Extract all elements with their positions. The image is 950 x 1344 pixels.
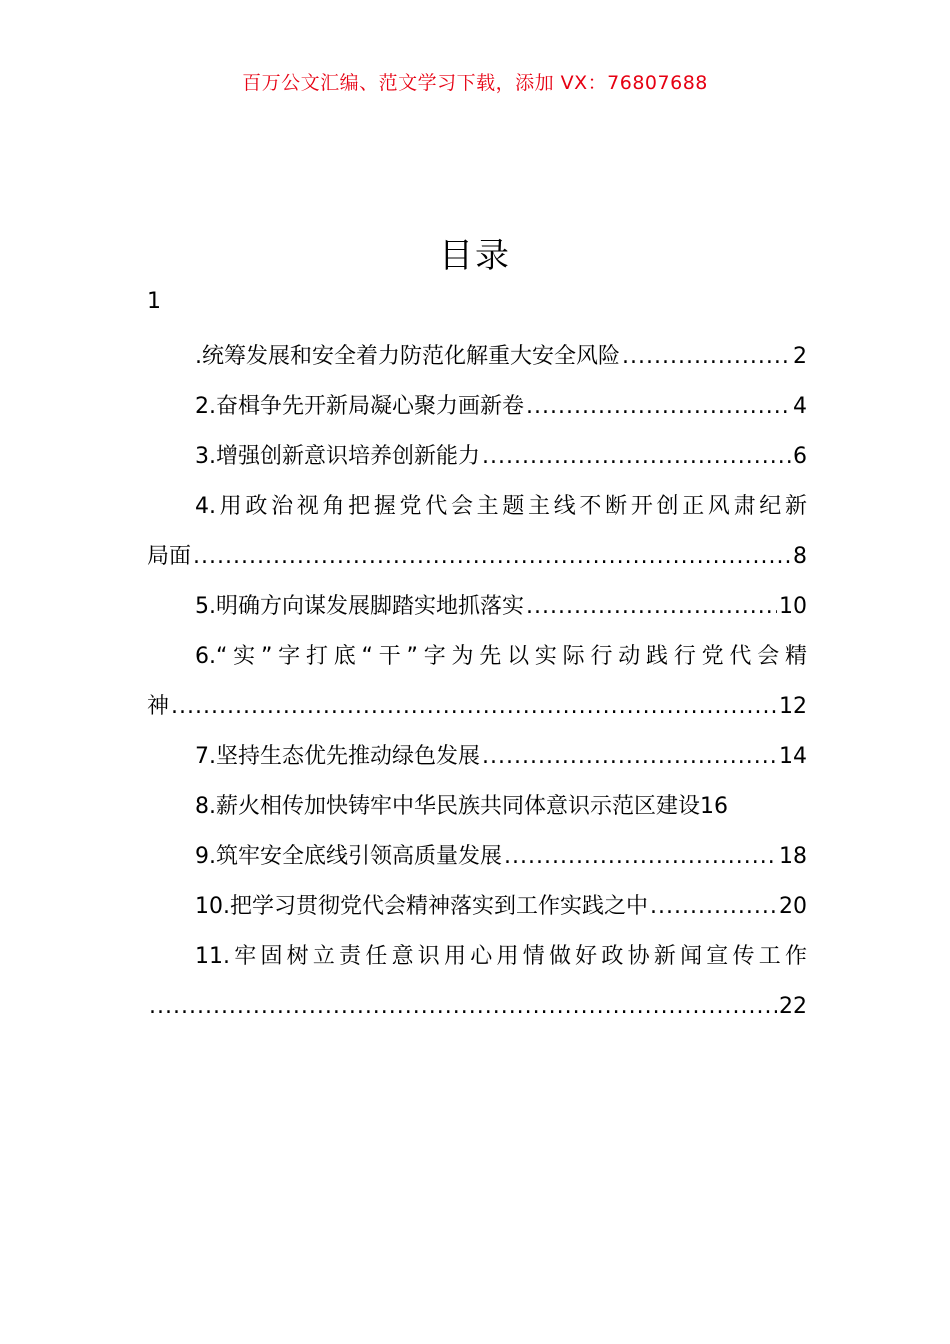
toc-entry-title-cont: 神	[147, 694, 170, 719]
toc-entry-page: 2	[793, 344, 807, 369]
toc-entry-page: 22	[779, 994, 807, 1019]
toc-entry-page: 20	[779, 894, 807, 919]
toc-entry-page: 14	[779, 744, 807, 769]
toc-entry-page: 6	[793, 444, 807, 469]
toc-leader-dots	[482, 432, 791, 482]
toc-entry-title: 10.把学习贯彻党代会精神落实到工作实践之中	[195, 894, 648, 919]
toc-entry-6-line1[interactable]: 6.“实”字打底“干”字为先以实际行动践行党代会精	[195, 644, 807, 669]
toc-entry-title: 7.坚持生态优先推动绿色发展	[195, 744, 480, 769]
toc-leader-dots	[526, 582, 777, 632]
toc-entry-7[interactable]	[147, 732, 807, 782]
toc-entry-title: 3.增强创新意识培养创新能力	[195, 444, 480, 469]
toc-entry-9[interactable]	[147, 832, 807, 882]
toc-leader-dots	[171, 682, 777, 732]
toc-leader-dots	[526, 382, 791, 432]
toc-leader-dots	[622, 332, 791, 382]
toc-entry-title: 2.奋楫争先开新局凝心聚力画新卷	[195, 394, 524, 419]
table-of-contents	[147, 286, 807, 1032]
toc-entry-5[interactable]	[147, 582, 807, 632]
toc-entry-3[interactable]	[147, 432, 807, 482]
toc-entry-title: .统筹发展和安全着力防范化解重大安全风险	[195, 344, 620, 369]
toc-entry-title: 5.明确方向谋发展脚踏实地抓落实	[195, 594, 524, 619]
stray-number: 1	[147, 289, 161, 314]
toc-entry-8[interactable]	[147, 782, 807, 832]
toc-entry-page: 12	[779, 694, 807, 719]
page-title: 目录	[439, 236, 511, 276]
toc-entry-title: 9.筑牢安全底线引领高质量发展	[195, 844, 502, 869]
toc-entry-6-line2[interactable]	[147, 682, 807, 732]
toc-entry-page: 16	[700, 794, 728, 819]
toc-entry-1[interactable]	[147, 332, 807, 382]
toc-entry-page: 18	[779, 844, 807, 869]
toc-entry-page: 8	[793, 544, 807, 569]
toc-entry-page: 4	[793, 394, 807, 419]
toc-entry-4-line1[interactable]: 4.用政治视角把握党代会主题主线不断开创正风肃纪新	[195, 494, 807, 519]
toc-leader-dots	[504, 832, 777, 882]
header-watermark: 百万公文汇编、范文学习下载，添加 VX：76807688	[242, 72, 708, 94]
toc-entry-title-cont: 局面	[147, 544, 192, 569]
toc-leader-dots	[482, 732, 777, 782]
toc-leader-dots	[193, 532, 791, 582]
toc-leader-dots	[650, 882, 777, 932]
toc-entry-4-line2[interactable]	[147, 532, 807, 582]
toc-entry-2[interactable]	[147, 382, 807, 432]
toc-entry-11-line2[interactable]	[147, 982, 807, 1032]
toc-entry-10[interactable]	[147, 882, 807, 932]
toc-entry-page: 10	[779, 594, 807, 619]
toc-entry-11-line1[interactable]: 11.牢固树立责任意识用心用情做好政协新闻宣传工作	[195, 944, 807, 969]
toc-entry-title: 8.薪火相传加快铸牢中华民族共同体意识示范区建设	[195, 794, 700, 819]
toc-leader-dots	[149, 982, 777, 1032]
